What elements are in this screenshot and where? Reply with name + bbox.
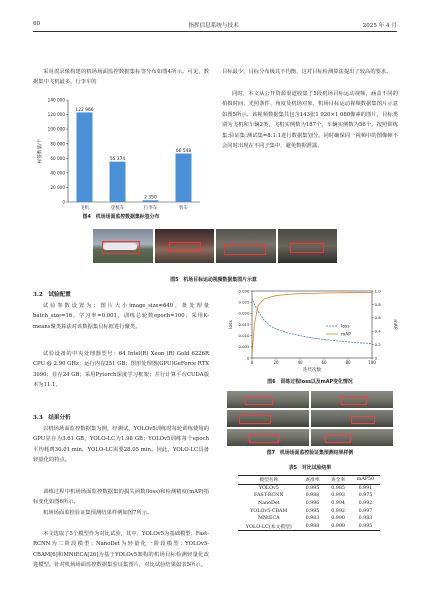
section-3-2-heading: 3.2 试验配置: [33, 292, 71, 298]
fig4-y-tick-label: 120 000: [47, 112, 65, 118]
fig6-x-tick-label: 40: [297, 360, 303, 365]
right-para-top: 目标最少，目标分布极其不均衡，这对目标检测算法提出了较高的要求。: [222, 69, 392, 75]
fig4-category-label: 客车: [178, 206, 189, 211]
fig6-line-chart: [222, 286, 398, 376]
fig6-legend-label: mAP: [341, 332, 351, 338]
fig5-caption: 图5 机场目标运动视频数据集图片示意: [170, 277, 257, 283]
fig4-bar: [176, 154, 192, 202]
table-row: [238, 507, 380, 515]
fig4-bar-value-label: 66 548: [175, 148, 192, 154]
config-para-2: 试验设备的中央处理器型号：64 Intel(R) Xeon (R) Gold 6226R CPU @ 2.90 GHz；运行内存251 GB；图形处理器(GPU)GeForce RTX 3090；显存24 GB；采用Pytorch深度学习框架；并行计算平台CUDA版本为11.1。: [33, 351, 209, 389]
airport-photo-1: [93, 229, 153, 263]
table-row: [238, 500, 380, 508]
fig6-right-tick-label: 0.4: [374, 328, 381, 334]
fig4-category-label: 行李车: [143, 206, 158, 211]
fig6-left-tick-label: 0.015: [238, 321, 250, 327]
left-para-top: 采用诶录像构建的机场场面监控数据集标签分布如图4所示。可见，数据集中飞机最多，行李车的: [33, 69, 209, 86]
fig5-image-strip: [93, 229, 337, 263]
prediction-sample-6: [311, 429, 393, 446]
table5-cell: 0.996: [305, 501, 320, 507]
table-row: [238, 523, 380, 531]
fig4-y-tick-label: 140 000: [47, 97, 65, 103]
table5-cell: 0.993: [331, 493, 345, 499]
fig6-x-tick-label: 100: [368, 360, 376, 365]
fig4-bar-value-label: 55 374: [109, 157, 126, 163]
fig6-left-axis-label: loss: [229, 320, 234, 329]
fig6-x-tick-label: 80: [345, 360, 351, 365]
table5-cell: MNtECA: [257, 516, 280, 522]
table5-cell: 0.985: [331, 485, 345, 491]
fig6-left-tick-label: 0.020: [238, 310, 250, 316]
table5-cell: YOLOv5-CBAM: [250, 508, 288, 514]
table5-cell: 0.995: [305, 508, 320, 514]
fig6-right-tick-label: 0.6: [374, 315, 381, 321]
right-para-2: 同时，本文从公开资源渠道收集了5段机场目标运动视频，涵盖不同的拍摄时间、光照条件、角度及机场对象，机场目标运动视频数据集图片示意如图5所示。该视频数据集共包含143张1 920×1 080像素的图片，目标类别为飞机和车辆2类，飞机实例数为187个，车辆实例数为56个。按照训练集:验证集:测试集=8:1:1进行数据集划分，同时确保同一视频中的图像帧不会同时出现在不同子集中，避免数据泄露。: [222, 91, 398, 150]
table5-header-cell: 模型名称: [259, 478, 279, 484]
table5-cell: FAST-RCNN: [254, 493, 284, 499]
table-row: [238, 515, 380, 523]
fig4-y-tick-label: 60 000: [50, 155, 65, 161]
fig6-right-axis-label: mAP: [392, 319, 397, 330]
fig6-x-axis-label: 迭代次数: [303, 368, 321, 373]
fig4-bar-value-label: 122 966: [75, 107, 94, 113]
table5-cell: YOLOv5: [258, 485, 279, 491]
result-para-3: 机场场面监控验证集预测结果样例如图7所示。: [43, 510, 153, 516]
header-rule: [33, 31, 397, 32]
prediction-sample-3: [227, 410, 309, 427]
result-para-4: 本文选取了5个模型作为对比试验，其中，YOLOv5为基础模型；Fast-RCNN为二阶段模型；NanoDet为轻量化一阶段模型；YOLOv5-CBAM[6]和MNtECA[26]为基于YOLOv5架构的机场目标检测轻量化改进模型。针对机场场面监控数据集验证集图片，对比试验结果如表5所示。: [33, 531, 209, 569]
fig6-right-tick-label: 0.2: [374, 342, 381, 347]
fig6-plot-frame: [252, 291, 372, 358]
table5-cell: 0.999: [331, 523, 345, 529]
prediction-sample-1: [227, 391, 309, 408]
fig6-series-loss-line: [252, 298, 372, 344]
fig4-bar-chart: [34, 92, 210, 215]
fig6-left-tick-label: 0: [247, 355, 250, 361]
fig6-series-mAP-line: [252, 292, 372, 354]
fig4-y-axis-label: 标签数量/个: [38, 138, 43, 164]
table5-cell: 0.988: [305, 493, 320, 499]
fig6-left-tick-label: 0.005: [238, 344, 250, 350]
fig6-legend-label: loss: [341, 324, 350, 330]
table5-cell: 0.997: [358, 508, 373, 514]
fig4-y-tick-label: 80 000: [50, 141, 65, 147]
table5-cell: 0.992: [331, 508, 345, 514]
fig4-y-tick-label: 40 000: [50, 170, 65, 176]
table5-header-cell: 查准率: [305, 478, 320, 484]
table5-cell: 0.995: [305, 485, 320, 491]
table5-cell: 0.990: [331, 516, 345, 522]
fig4-bar: [77, 112, 93, 202]
fig7-caption: 图7 机场场面监控验证集预测结果样例: [266, 450, 354, 456]
prediction-sample-5: [227, 429, 309, 446]
fig4-bar-value-label: 2 350: [144, 195, 157, 201]
table5-cell: NanoDet: [257, 501, 280, 507]
config-para-1: 试验参数设置为：图片大小image_size=640，批处理量batch_size=16，学习率=0.001，训练总轮数epoch=100，采用K-means聚类算法对该数据集目标框进行聚类。: [33, 303, 209, 330]
fig6-x-tick-label: 20: [273, 360, 279, 365]
fig4-caption: 图4 机场场面监控数据集标签分布: [82, 214, 160, 220]
table5-cell: 0.998: [305, 523, 320, 529]
table5-cell: 0.994: [331, 501, 345, 507]
fig4-y-tick-label: 0: [62, 199, 65, 205]
fig6-right-tick-label: 0.8: [374, 301, 381, 307]
table5-cell: 0.992: [358, 501, 373, 507]
page-number: 60: [33, 21, 41, 27]
fig4-category-label: 登机车: [110, 206, 125, 211]
fig6-x-tick-label: 0: [250, 360, 254, 365]
table5-cell: 0.983: [358, 516, 373, 522]
fig6-x-tick-label: 60: [321, 360, 327, 365]
table5-header-cell: 查全率: [330, 478, 346, 484]
fig6-left-tick-label: 0.010: [238, 333, 250, 339]
fig6-right-tick-label: 0: [374, 355, 377, 361]
table5-cell: 0.995: [358, 523, 373, 529]
fig4-y-tick-label: 100 000: [47, 126, 65, 132]
prediction-sample-4: [311, 410, 393, 427]
airport-photo-4: [278, 229, 338, 263]
table5-caption: 表5 对比试验结果: [288, 465, 332, 471]
prediction-sample-2: [311, 391, 393, 408]
fig6-caption: 图6 训练过程loss以及mAP变化情况: [267, 379, 353, 385]
airport-photo-3: [216, 229, 276, 263]
table-row: [238, 484, 380, 492]
airport-photo-2: [155, 229, 215, 263]
table5-header-cell: mAP50: [356, 477, 375, 483]
fig7-sample-grid: [227, 391, 393, 446]
table-row: [238, 492, 380, 500]
fig6-left-tick-label: 0.030: [238, 288, 250, 294]
result-para-2: 训练过程中机场场面监控数据集的损失函数(loss)和检测精度(mAP)指标变化如图6所示。: [33, 489, 209, 506]
table5-results: [238, 475, 380, 531]
section-3-3-heading: 3.3 结果分析: [33, 415, 71, 421]
fig6-right-tick-label: 1.0: [374, 288, 381, 294]
fig4-category-label: 飞机: [79, 206, 90, 211]
issue-date: 2025 年 4 月: [362, 23, 397, 29]
fig4-y-tick-label: 20 000: [50, 185, 65, 191]
result-para-1: 以机场场面监控数据集为例，经测试，YOLOv5训练时每轮训练使用的GPU显存为3.61 GB，YOLO-LC为1.98 GB；YOLOv5训练每个epoch平均耗费30.01 min，YOLO-LC需要28.05 min。因此，YOLO-LC具备轻量化的特点。: [33, 426, 209, 464]
journal-title: 指挥信息系统与技术: [188, 23, 239, 29]
fig6-left-tick-label: 0.025: [238, 299, 250, 305]
table5-cell: 0.975: [358, 493, 373, 499]
table5-cell: 0.991: [358, 485, 373, 491]
table5-cell: 0.983: [305, 516, 320, 522]
fig4-bar: [110, 162, 126, 202]
table5-cell: YOLO-LC(本文模型): [245, 524, 292, 530]
